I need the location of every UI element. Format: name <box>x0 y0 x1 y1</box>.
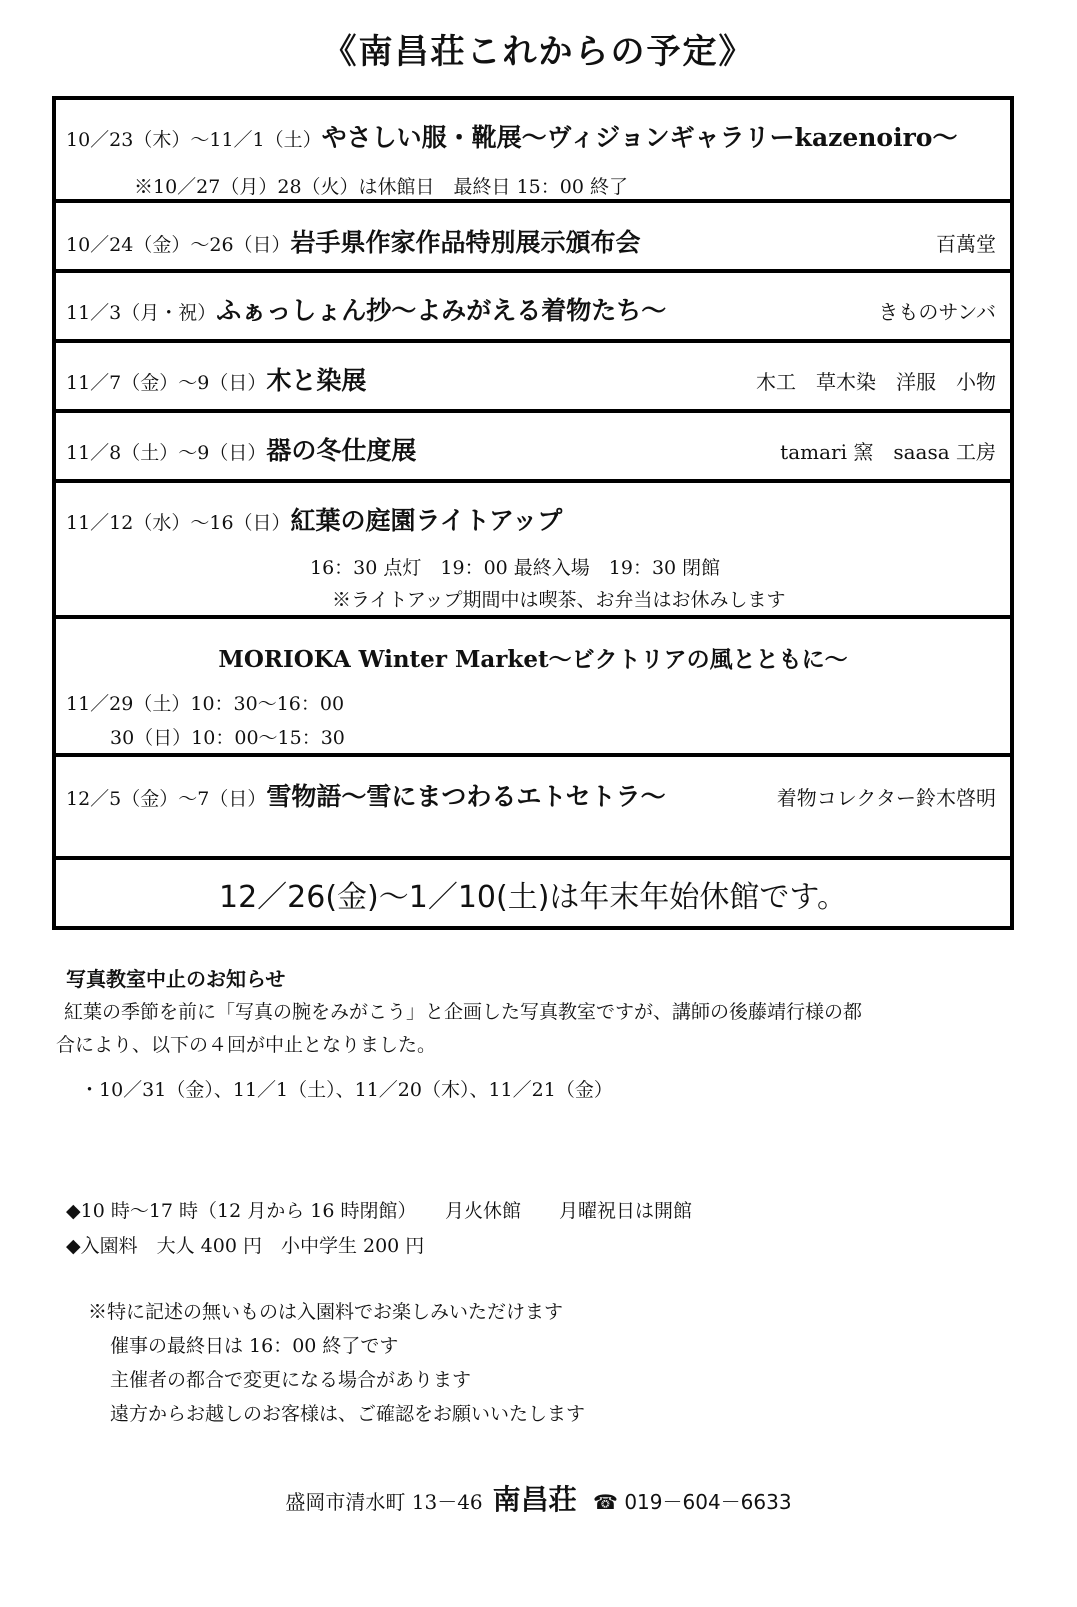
event-name: 岩手県作家作品特別展示頒布会 <box>290 228 641 257</box>
event-row <box>56 413 1010 483</box>
event-name: ふぁっしょん抄～よみがえる着物たち～ <box>216 296 667 325</box>
event-note: ※10／27（月）28（火）は休館日 最終日 15：00 終了 <box>134 176 628 198</box>
event-note: 16：30 点灯 19：00 最終入場 19：30 閉館 <box>310 557 721 579</box>
info-note: ※特に記述の無いものは入園料でお楽しみいただけます <box>88 1301 564 1323</box>
event-time: 11／29（土）10：30～16：00 <box>66 693 345 715</box>
phone-number: 019－604－6633 <box>624 1490 792 1514</box>
fee-info: ◆入園料 大人 400 円 小中学生 200 円 <box>66 1235 425 1257</box>
event-organizer: きものサンバ <box>878 300 996 324</box>
event-name: 木と染展 <box>266 366 367 395</box>
page-title: 《南昌荘これからの予定》 <box>322 32 755 72</box>
event-organizer: 着物コレクター鈴木啓明 <box>776 786 996 810</box>
event-row <box>56 203 1010 273</box>
event-name: MORIOKA Winter Market～ビクトリアの風とともに～ <box>218 646 848 673</box>
venue-name: 南昌荘 <box>492 1483 577 1516</box>
event-name: やさしい服・靴展～ヴィジョンギャラリーkazenoiro～ <box>321 123 958 152</box>
event-name: 雪物語～雪にまつわるエトセトラ～ <box>266 782 666 811</box>
event-date: 11／7（金）～9（日） <box>66 372 267 394</box>
phone-icon: ☎ <box>593 1490 618 1514</box>
schedule-table <box>52 96 1014 930</box>
notice-body: 合により、以下の４回が中止となりました。 <box>56 1034 437 1056</box>
event-date: 11／3（月・祝） <box>66 302 217 324</box>
footer <box>0 1478 1077 1518</box>
hours-info: ◆10 時～17 時（12 月から 16 時閉館） 月火休館 月曜祝日は開館 <box>66 1200 693 1222</box>
event-row <box>56 100 1010 203</box>
info-note: 催事の最終日は 16：00 終了です <box>110 1335 399 1357</box>
notice-dates: ・10／31（金）、11／1（土）、11／20（木）、11／21（金） <box>80 1079 613 1101</box>
event-date: 10／24（金）～26（日） <box>66 234 291 256</box>
event-note: ※ライトアップ期間中は喫茶、お弁当はお休みします <box>332 589 786 611</box>
event-row <box>56 757 1010 860</box>
closing-row <box>56 860 1010 926</box>
event-row <box>56 619 1010 757</box>
event-date: 11／12（水）～16（日） <box>66 512 291 534</box>
event-date: 10／23（木）～11／1（土） <box>66 129 322 151</box>
event-date: 12／5（金）～7（日） <box>66 788 267 810</box>
event-row <box>56 273 1010 343</box>
closing-notice: 12／26(金)～1／10(土)は年末年始休館です。 <box>218 880 848 915</box>
event-organizer: tamari 窯 saasa 工房 <box>780 440 996 464</box>
notice-heading: 写真教室中止のお知らせ <box>66 967 286 991</box>
event-name: 紅葉の庭園ライトアップ <box>290 506 563 535</box>
info-note: 遠方からお越しのお客様は、ご確認をお願いいたします <box>110 1403 586 1425</box>
event-time: 30（日）10：00～15：30 <box>110 727 345 749</box>
event-organizer: 木工 草木染 洋服 小物 <box>756 370 996 394</box>
info-note: 主催者の都合で変更になる場合があります <box>110 1369 472 1391</box>
event-date: 11／8（土）～9（日） <box>66 442 267 464</box>
event-name: 器の冬仕度展 <box>266 436 417 465</box>
event-row <box>56 483 1010 619</box>
notice-body: 紅葉の季節を前に「写真の腕をみがこう」と企画した写真教室ですが、講師の後藤靖行様の都 <box>64 1001 863 1023</box>
address: 盛岡市清水町 13－46 <box>285 1490 483 1514</box>
event-row <box>56 343 1010 413</box>
event-organizer: 百萬堂 <box>936 232 996 256</box>
